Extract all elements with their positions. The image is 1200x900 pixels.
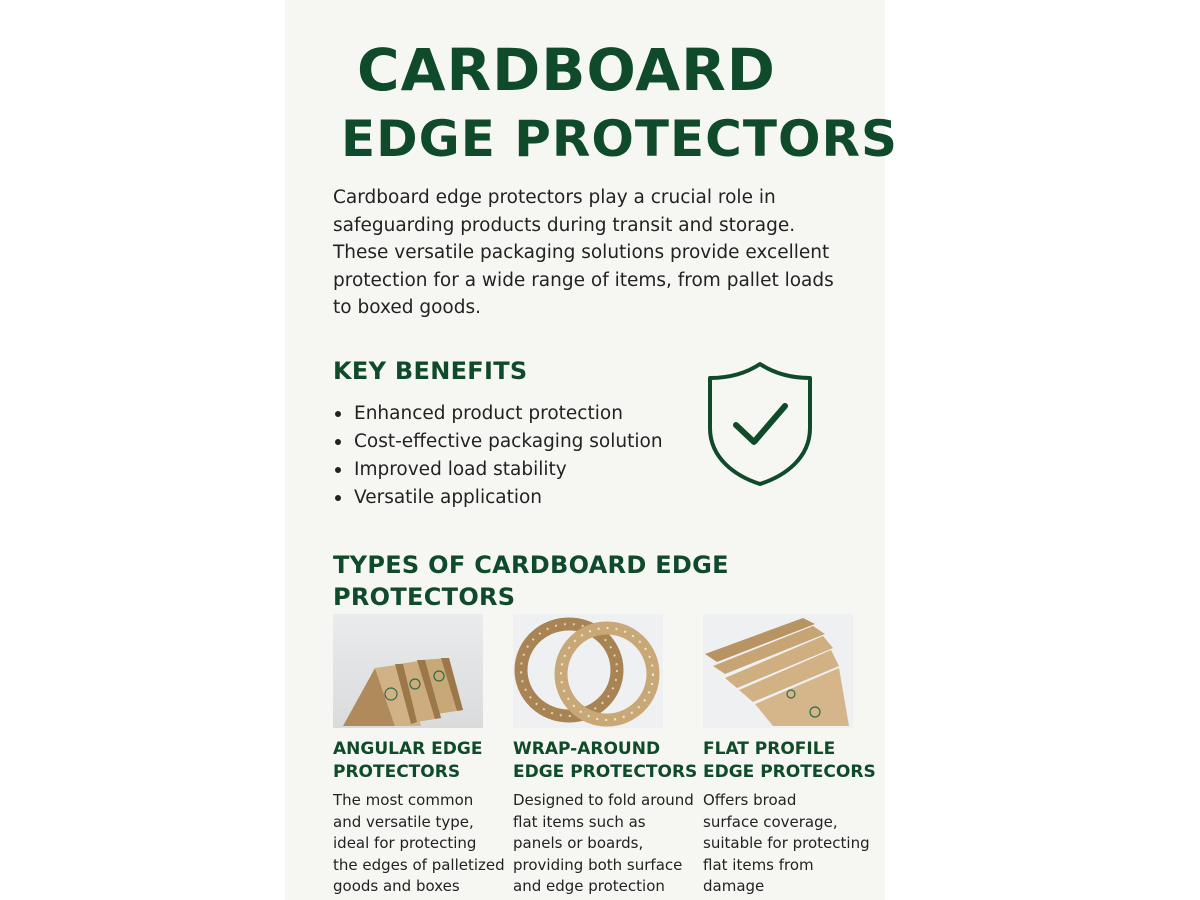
type-card-flat-profile <box>703 614 876 898</box>
type-card-wrap-around <box>513 614 698 898</box>
desc-line: flat items from <box>703 855 814 874</box>
type-title-line-2: EDGE PROTECTORS <box>513 762 698 782</box>
desc-line: providing both surface <box>513 855 683 874</box>
intro-paragraph: Cardboard edge protectors play a crucial role in safeguarding products during transit and storage. These versatile packaging solutions provide excellent protection for a wide range of items, from pallet loads to boxed goods. <box>333 187 834 318</box>
desc-line: damage <box>703 877 765 895</box>
angular-edge-protector-image <box>333 614 483 728</box>
benefit-item: Cost-effective packaging solution <box>333 428 663 456</box>
type-card-angular <box>333 614 503 898</box>
desc-line: and edge protection <box>513 877 665 895</box>
type-title-line-1: WRAP-AROUND <box>513 739 661 759</box>
shield-check-icon <box>705 360 815 488</box>
desc-line: and versatile type, <box>333 812 474 831</box>
wrap-around-edge-protector-image <box>513 614 663 728</box>
benefit-item: Improved load stability <box>333 456 663 484</box>
benefit-item: Versatile application <box>333 484 663 512</box>
key-benefits-heading: KEY BENEFITS <box>333 357 528 385</box>
desc-line: surface coverage, <box>703 812 838 831</box>
desc-line: The most common <box>333 791 474 809</box>
desc-line: ideal for protecting <box>333 834 477 852</box>
type-title-line-1: ANGULAR EDGE <box>333 739 483 759</box>
desc-line: Designed to fold around <box>513 791 694 809</box>
benefits-list <box>333 400 663 512</box>
type-description <box>513 790 694 898</box>
title-line-2: EDGE PROTECTORS <box>341 110 898 168</box>
benefit-item: Enhanced product protection <box>333 400 663 428</box>
type-description <box>333 790 503 898</box>
desc-line: flat items such as <box>513 812 646 831</box>
desc-line: the edges of palletized <box>333 855 505 874</box>
types-heading: TYPES OF CARDBOARD EDGE PROTECTORS <box>333 551 729 611</box>
type-title-line-2: EDGE PROTECORS <box>703 762 876 782</box>
desc-line: panels or boards, <box>513 834 644 852</box>
infographic-card <box>285 0 898 900</box>
desc-line: suitable for protecting <box>703 834 870 852</box>
title-line-1: CARDBOARD <box>357 36 776 104</box>
desc-line: goods and boxes <box>333 877 460 895</box>
type-title-line-1: FLAT PROFILE <box>703 739 836 759</box>
type-title-line-2: PROTECTORS <box>333 762 461 782</box>
type-description <box>703 790 873 898</box>
flat-profile-edge-protector-image <box>703 614 853 728</box>
desc-line: Offers broad <box>703 791 797 809</box>
